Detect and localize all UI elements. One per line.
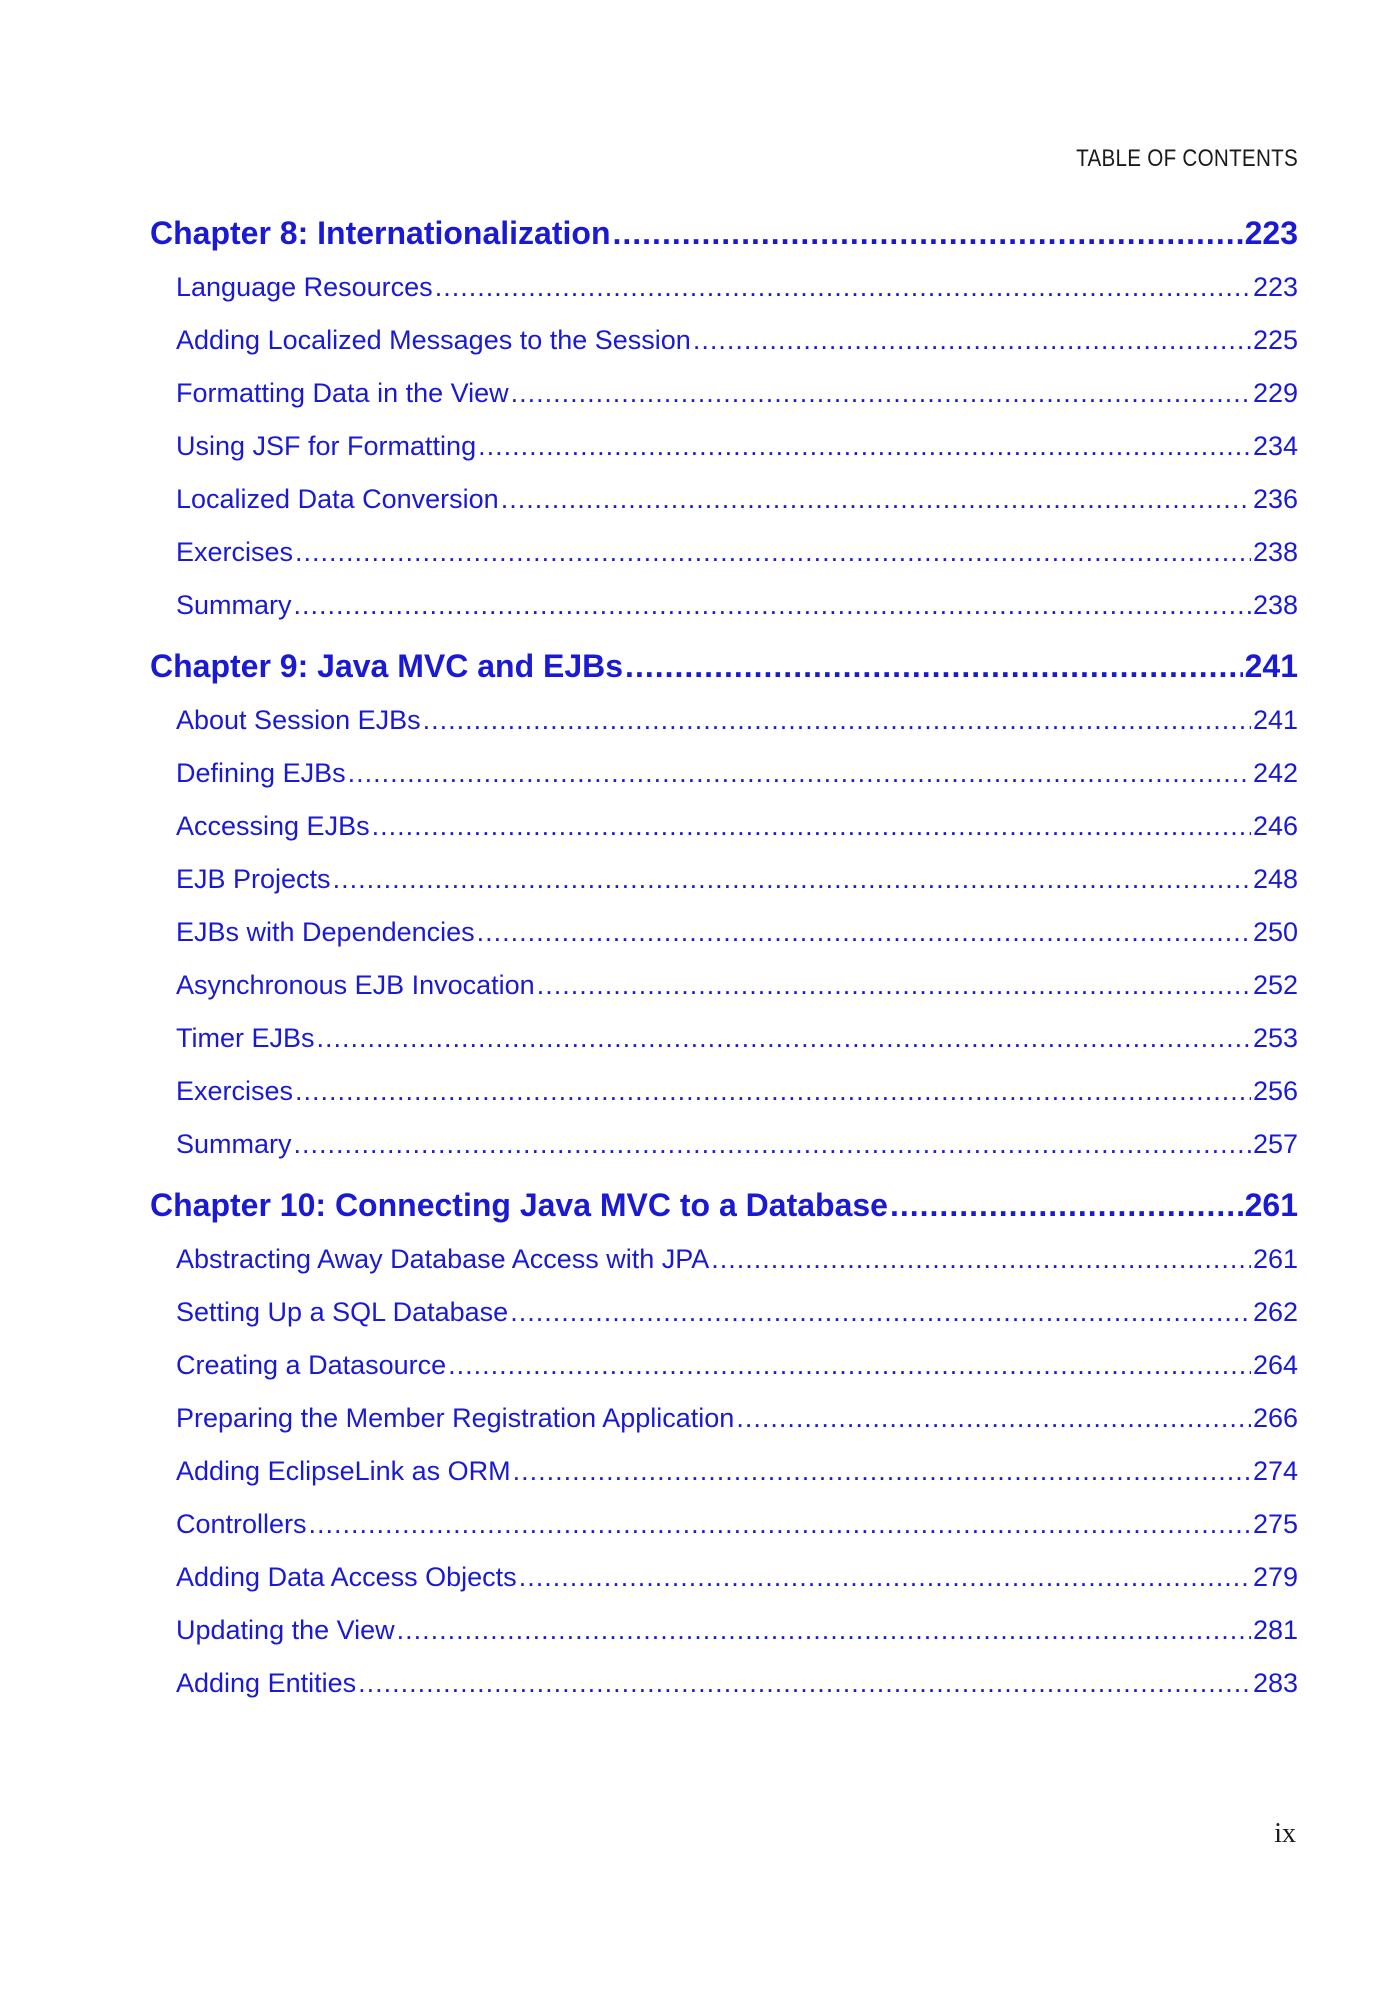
section-title: Preparing the Member Registration Application	[176, 1403, 735, 1433]
section-page: 229	[1252, 378, 1298, 408]
dot-leader	[625, 638, 1243, 694]
section-title: Language Resources	[176, 272, 433, 302]
section-link[interactable]	[150, 1339, 1298, 1392]
section-title: Setting Up a SQL Database	[176, 1297, 509, 1327]
section-page: 275	[1252, 1509, 1298, 1539]
section-link[interactable]	[150, 1392, 1298, 1445]
section-title: Formatting Data in the View	[176, 378, 509, 408]
section-page: 250	[1252, 917, 1298, 947]
section-page: 225	[1252, 325, 1298, 355]
section-page: 242	[1252, 758, 1298, 788]
dot-leader	[519, 1551, 1251, 1604]
section-title: Exercises	[176, 537, 294, 567]
section-title: Creating a Datasource	[176, 1350, 447, 1380]
dot-leader	[890, 1177, 1243, 1233]
dot-leader	[736, 1392, 1251, 1445]
section-link[interactable]	[150, 1498, 1298, 1551]
section-page: 266	[1252, 1403, 1298, 1433]
section-title: About Session EJBs	[176, 705, 421, 735]
dot-leader	[693, 314, 1251, 367]
section-link[interactable]	[150, 420, 1298, 473]
section-page: 279	[1252, 1562, 1298, 1592]
section-page: 223	[1252, 272, 1298, 302]
section-title: Adding Entities	[176, 1668, 357, 1698]
dot-leader	[333, 853, 1251, 906]
chapter-page: 223	[1244, 215, 1298, 251]
section-title: Localized Data Conversion	[176, 484, 499, 514]
section-link[interactable]	[150, 314, 1298, 367]
section-link[interactable]	[150, 261, 1298, 314]
dot-leader	[435, 261, 1251, 314]
section-link[interactable]	[150, 906, 1298, 959]
section-title: Timer EJBs	[176, 1023, 315, 1053]
section-page: 236	[1252, 484, 1298, 514]
section-page: 274	[1252, 1456, 1298, 1486]
section-link[interactable]	[150, 579, 1298, 632]
section-page: 246	[1252, 811, 1298, 841]
section-title: Asynchronous EJB Invocation	[176, 970, 535, 1000]
section-link[interactable]	[150, 1445, 1298, 1498]
section-link[interactable]	[150, 1657, 1298, 1710]
chapter-title: Chapter 8: Internationalization	[150, 215, 611, 251]
dot-leader	[358, 1657, 1251, 1710]
section-title: Adding Localized Messages to the Session	[176, 325, 691, 355]
section-page: 252	[1252, 970, 1298, 1000]
section-link[interactable]	[150, 1065, 1298, 1118]
section-link[interactable]	[150, 800, 1298, 853]
dot-leader	[397, 1604, 1251, 1657]
dot-leader	[317, 1012, 1251, 1065]
section-link[interactable]	[150, 1604, 1298, 1657]
chapter-page: 241	[1244, 648, 1298, 684]
section-link[interactable]	[150, 526, 1298, 579]
dot-leader	[513, 1445, 1251, 1498]
dot-leader	[423, 694, 1251, 747]
dot-leader	[537, 959, 1251, 1012]
dot-leader	[348, 747, 1251, 800]
dot-leader	[612, 205, 1242, 261]
dot-leader	[510, 1286, 1251, 1339]
section-link[interactable]	[150, 1012, 1298, 1065]
section-link[interactable]	[150, 1118, 1298, 1171]
section-link[interactable]	[150, 853, 1298, 906]
dot-leader	[295, 1065, 1251, 1118]
section-page: 281	[1252, 1615, 1298, 1645]
section-title: Adding Data Access Objects	[176, 1562, 517, 1592]
dot-leader	[501, 473, 1251, 526]
chapter-9	[150, 638, 1298, 1171]
section-page: 234	[1252, 431, 1298, 461]
chapter-link[interactable]	[150, 1177, 1298, 1233]
section-link[interactable]	[150, 367, 1298, 420]
section-page: 253	[1252, 1023, 1298, 1053]
section-link[interactable]	[150, 1286, 1298, 1339]
section-title: Exercises	[176, 1076, 294, 1106]
section-page: 261	[1252, 1244, 1298, 1274]
section-page: 283	[1252, 1668, 1298, 1698]
section-title: Summary	[176, 1129, 292, 1159]
section-title: EJB Projects	[176, 864, 331, 894]
chapter-8	[150, 205, 1298, 632]
table-of-contents	[150, 205, 1298, 1716]
section-page: 257	[1252, 1129, 1298, 1159]
section-title: Using JSF for Formatting	[176, 431, 477, 461]
dot-leader	[294, 1118, 1251, 1171]
chapter-10	[150, 1177, 1298, 1710]
section-title: Accessing EJBs	[176, 811, 370, 841]
section-page: 262	[1252, 1297, 1298, 1327]
section-page: 241	[1252, 705, 1298, 735]
chapter-title: Chapter 9: Java MVC and EJBs	[150, 648, 624, 684]
section-title: Adding EclipseLink as ORM	[176, 1456, 511, 1486]
page-number: ix	[1274, 1818, 1296, 1849]
dot-leader	[372, 800, 1251, 853]
dot-leader	[478, 420, 1251, 473]
section-link[interactable]	[150, 747, 1298, 800]
dot-leader	[309, 1498, 1251, 1551]
section-title: Controllers	[176, 1509, 307, 1539]
section-title: Abstracting Away Database Access with JPA	[176, 1244, 710, 1274]
chapter-page: 261	[1244, 1187, 1298, 1223]
section-link[interactable]	[150, 959, 1298, 1012]
section-title: EJBs with Dependencies	[176, 917, 475, 947]
section-title: Defining EJBs	[176, 758, 346, 788]
section-page: 238	[1252, 590, 1298, 620]
dot-leader	[295, 526, 1251, 579]
dot-leader	[294, 579, 1251, 632]
dot-leader	[511, 367, 1251, 420]
section-link[interactable]	[150, 1233, 1298, 1286]
section-title: Updating the View	[176, 1615, 395, 1645]
dot-leader	[448, 1339, 1251, 1392]
section-page: 238	[1252, 537, 1298, 567]
running-header: TABLE OF CONTENTS	[1076, 145, 1298, 172]
section-link[interactable]	[150, 473, 1298, 526]
section-link[interactable]	[150, 694, 1298, 747]
section-page: 256	[1252, 1076, 1298, 1106]
section-page: 264	[1252, 1350, 1298, 1380]
section-link[interactable]	[150, 1551, 1298, 1604]
section-page: 248	[1252, 864, 1298, 894]
dot-leader	[711, 1233, 1251, 1286]
dot-leader	[477, 906, 1251, 959]
chapter-link[interactable]	[150, 638, 1298, 694]
chapter-link[interactable]	[150, 205, 1298, 261]
section-title: Summary	[176, 590, 292, 620]
chapter-title: Chapter 10: Connecting Java MVC to a Database	[150, 1187, 888, 1223]
